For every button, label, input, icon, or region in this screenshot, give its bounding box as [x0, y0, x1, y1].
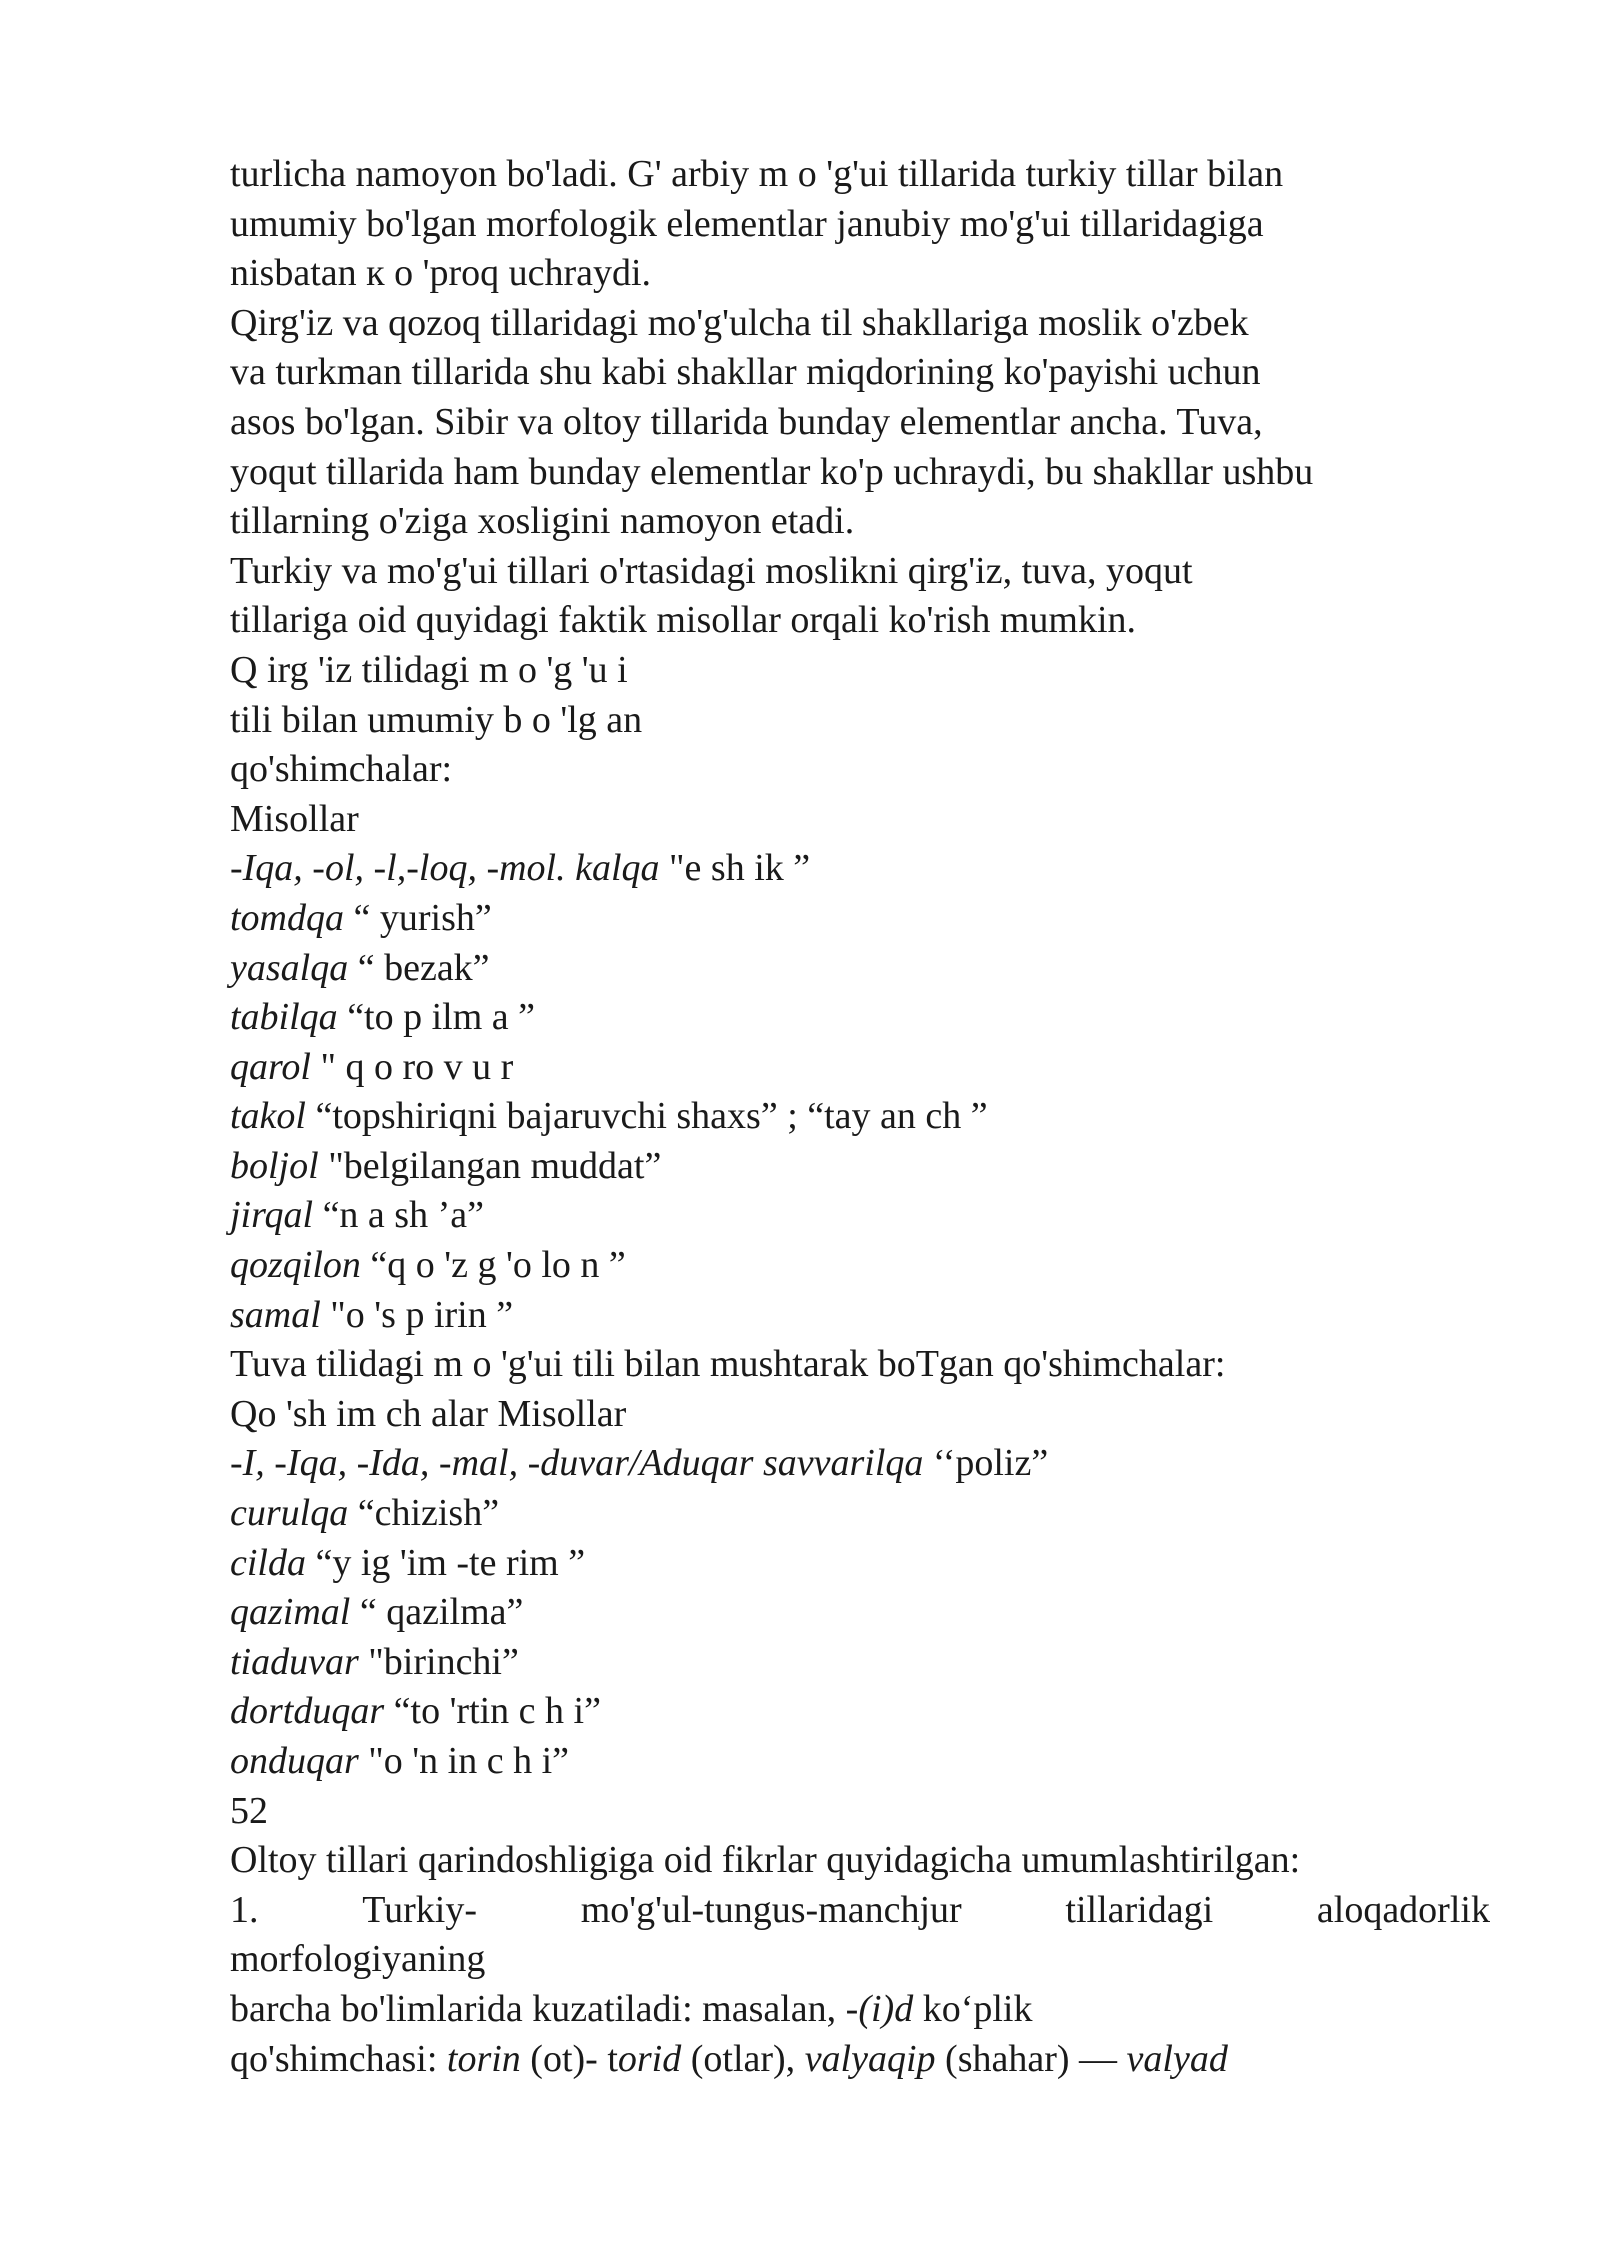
example-gloss: “to p ilm a ” [337, 996, 536, 1039]
example-line [230, 993, 1490, 1043]
example-line [230, 1588, 1490, 1638]
section-subheading: Qo 'sh im ch alar Misollar [230, 1392, 627, 1435]
text-fragment: (shahar) — [935, 2037, 1127, 2080]
section-label: Misollar [230, 797, 359, 840]
example-line [230, 1092, 1490, 1142]
example-line [230, 1191, 1490, 1241]
example-gloss: “y ig 'im -te rim ” [305, 1541, 586, 1584]
example-gloss: "o 'n in c h i” [358, 1740, 570, 1782]
example-gloss: “q o 'z g 'o lo n ” [360, 1244, 626, 1287]
summary-heading: Oltoy tillari qarindoshligiga oid fikrlar quyidagicha umumlashtirilgan: [230, 1839, 1301, 1882]
text-line [230, 2035, 1490, 2085]
example-gloss: “ bezak” [348, 946, 490, 989]
point-word: Turkiy- [362, 1888, 477, 1931]
example-term: tomdqa [230, 896, 344, 939]
example-term: qazimal [230, 1591, 351, 1634]
text-fragment: (ot)- t [520, 2037, 618, 2080]
example-gloss: "o 's p irin ” [320, 1293, 514, 1336]
example-line [230, 1539, 1490, 1589]
text-line: Qirg'iz va qozoq tillaridagi mo'g'ulcha til shakllariga moslik o'zbek [230, 301, 1249, 344]
example-line [230, 844, 1490, 894]
text-fragment: barcha bo'limlarida kuzatiladi: masalan, [230, 1987, 846, 2030]
text-line: yoqut tillarida ham bunday elementlar ko'p uchraydi, bu shakllar ushbu [230, 450, 1314, 493]
point-word: aloqadorlik [1316, 1888, 1490, 1931]
example-term: jirqal [230, 1194, 314, 1237]
suffix-term: -(i)d [845, 1987, 914, 2030]
example-term: qarol [230, 1045, 311, 1088]
example-term: tabilqa [230, 996, 338, 1039]
example-line [230, 1439, 1490, 1489]
example-term: torin [446, 2037, 521, 2080]
text-line: turlicha namoyon bo'ladi. G' arbiy m o 'g'ui tillarida turkiy tillar bilan [230, 153, 1284, 195]
example-line [230, 1638, 1490, 1688]
example-gloss: “chizish” [348, 1492, 500, 1535]
text-line: asos bo'lgan. Sibir va oltoy tillarida bunday elementlar ancha. Tuva, [230, 400, 1263, 443]
text-fragment: ko‘plik [913, 1987, 1033, 2030]
example-line [230, 1043, 1490, 1093]
example-term: takol [230, 1095, 306, 1138]
example-line [230, 1142, 1490, 1192]
example-gloss: ‘‘poliz” [923, 1442, 1049, 1485]
example-term: tiaduvar [230, 1640, 359, 1683]
example-term: curulqa [230, 1492, 349, 1535]
example-term: yasalqa [230, 946, 349, 989]
example-gloss: “ yurish” [344, 896, 492, 939]
example-gloss: "belgilangan muddat” [318, 1144, 662, 1187]
text-line [230, 1985, 1490, 2035]
section-heading: Tuva tilidagi m o 'g'ui tili bilan mushtarak boTgan qo'shimchalar: [230, 1343, 1226, 1386]
example-line [230, 894, 1490, 944]
example-term: -I, -Iqa, -Ida, -mal, -duvar/Aduqar savvarilqa [230, 1442, 924, 1485]
text-line: tili bilan umumiy b o 'lg an [230, 698, 643, 741]
example-line [230, 944, 1490, 994]
example-line [230, 1241, 1490, 1291]
numbered-point [230, 1886, 1490, 1936]
point-word: 1. [230, 1888, 259, 1931]
text-line: nisbatan к o 'proq uchraydi. [230, 252, 652, 295]
point-word: mo'g'ul-tungus-manchjur [580, 1888, 962, 1931]
example-gloss: " q o ro v u r [310, 1045, 514, 1088]
example-term: valyad [1126, 2037, 1228, 2080]
text-line: morfologiyaning [230, 1938, 486, 1981]
point-word: tillaridagi [1065, 1888, 1214, 1931]
text-line: tillarning o'ziga xosligini namoyon etadi. [230, 500, 855, 543]
document-page [230, 150, 1490, 2084]
example-line [230, 1687, 1490, 1737]
text-line: tillariga oid quyidagi faktik misollar orqali ko'rish mumkin. [230, 599, 1137, 642]
example-term: valyaqip [804, 2037, 936, 2080]
example-term: qozqilon [230, 1244, 361, 1287]
example-gloss: “to 'rtin c h i” [384, 1690, 601, 1733]
text-line: umumiy bo'lgan morfologik elementlar janubiy mo'g'ui tillaridagiga [230, 202, 1264, 245]
text-line: qo'shimchalar: [230, 748, 453, 791]
example-gloss: “n a sh ’a” [313, 1194, 484, 1237]
example-term: -Iqa, -ol, -l,-loq, -mol. kalqa [230, 847, 660, 890]
example-line [230, 1489, 1490, 1539]
text-line: va turkman tillarida shu kabi shakllar miqdorining ko'payishi uchun [230, 351, 1261, 394]
example-gloss: "birinchi” [358, 1640, 519, 1683]
example-gloss: “ qazilma” [350, 1591, 524, 1634]
text-fragment: qo'shimchasi: [230, 2037, 447, 2080]
text-line: Turkiy va mo'g'ui tillari o'rtasidagi moslikni qirg'iz, tuva, yoqut [230, 549, 1193, 592]
example-term: boljol [230, 1144, 319, 1187]
example-term: onduqar [230, 1740, 359, 1782]
example-term: cilda [230, 1541, 306, 1584]
example-gloss: "e sh ik ” [659, 847, 811, 890]
example-term: samal [230, 1293, 321, 1336]
text-fragment: (otlar), [681, 2037, 805, 2080]
example-line [230, 1291, 1490, 1341]
example-term: orid [617, 2037, 682, 2080]
page-number: 52 [230, 1789, 268, 1832]
example-gloss: “topshiriqni bajaruvchi shaxs” ; “tay an ch ” [305, 1095, 988, 1138]
example-line [230, 1737, 1490, 1787]
text-line: Q irg 'iz tilidagi m o 'g 'u i [230, 648, 628, 691]
example-term: dortduqar [230, 1690, 385, 1733]
